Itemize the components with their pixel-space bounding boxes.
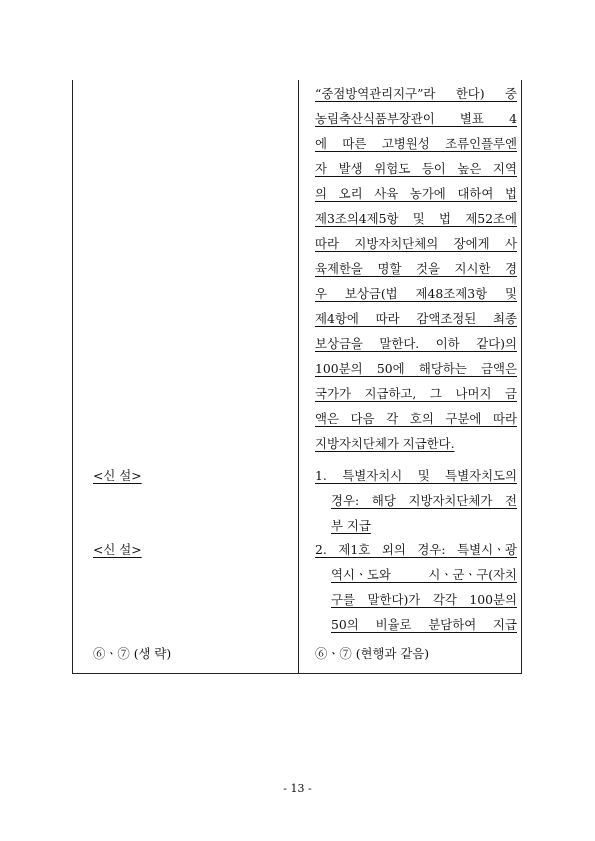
item2-line: 역시ㆍ도와 시ㆍ군ㆍ구(자치 [331,567,517,582]
right-unchanged-clauses: ⑥ㆍ⑦ (현행과 같음) [315,646,430,661]
item2-line: 50의 비율로 분담하여 지급 [331,617,517,632]
right-text-line: 에 따른 고병원성 조류인플루엔 [315,136,517,151]
right-text-line: 보상금을 말한다. 이하 같다)의 [315,336,517,351]
right-text-line: “중점방역관리지구”라 한다) 중 [315,86,517,101]
item2-line: 2. 제1호 외의 경우: 특별시ㆍ광 [315,542,517,557]
comparison-table [72,80,522,674]
right-text-line: 지방자치단체가 지급한다. [315,436,455,451]
right-text-line: 제4항에 따라 감액조정된 최종 [315,311,517,326]
right-text-line: 자 발생 위험도 등이 높은 지역 [315,161,517,176]
right-text-line: 국가가 지급하고, 그 나머지 금 [315,386,517,401]
right-text-line: 육제한을 명할 것을 지시한 경 [315,261,517,276]
right-text-line: 제3조의4제5항 및 법 제52조에 [315,211,517,226]
right-text-line: 따라 지방자치단체의 장에게 사 [315,236,517,251]
right-text-line: 100분의 50에 해당하는 금액은 [315,361,517,376]
item1-line: 경우: 해당 지방자치단체가 전 [331,493,517,508]
right-text-line: 농림축산식품부장관이 별표 4 [315,111,517,126]
item1-line: 1. 특별자치시 및 특별자치도의 [315,468,517,483]
right-text-line: 우 보상금(법 제48조제3항 및 [315,286,517,301]
left-new-provision: <신 설> [93,468,142,483]
page-number: - 13 - [283,782,312,795]
item1-line: 부 지급 [331,518,371,533]
left-omitted-clauses: ⑥ㆍ⑦ (생 략) [93,646,172,661]
right-text-line: 액은 다음 각 호의 구분에 따라 [315,411,517,426]
column-divider [298,80,299,673]
item2-line: 구를 말한다)가 각각 100분의 [331,592,517,607]
left-new-provision: <신 설> [93,542,142,557]
right-text-line: 의 오리 사육 농가에 대하여 법 [315,186,517,201]
